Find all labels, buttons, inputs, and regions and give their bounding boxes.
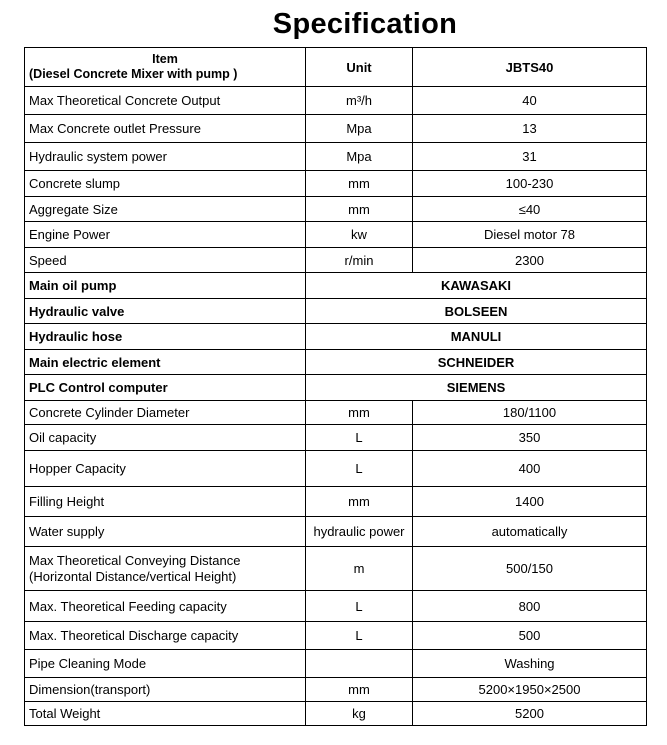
spec-value: ≤40 — [413, 197, 647, 222]
table-row — [25, 143, 647, 171]
table-row — [25, 375, 647, 401]
spec-unit: Mpa — [306, 115, 413, 143]
spec-value: MANULI — [306, 324, 647, 350]
spec-item: Max. Theoretical Discharge capacity — [25, 622, 306, 650]
spec-item: Dimension(transport) — [25, 678, 306, 702]
spec-unit: L — [306, 425, 413, 451]
spec-item: Max. Theoretical Feeding capacity — [25, 591, 306, 622]
table-row — [25, 702, 647, 726]
table-row — [25, 299, 647, 324]
spec-item: Pipe Cleaning Mode — [25, 650, 306, 678]
spec-item: Filling Height — [25, 487, 306, 517]
spec-item: PLC Control computer — [25, 375, 306, 401]
spec-value: KAWASAKI — [306, 273, 647, 299]
page-title: Specification — [272, 8, 458, 40]
table-row — [25, 547, 647, 591]
spec-value: automatically — [413, 517, 647, 547]
table-row — [25, 401, 647, 425]
spec-value: 5200×1950×2500 — [413, 678, 647, 702]
spec-unit: L — [306, 622, 413, 650]
spec-item: Aggregate Size — [25, 197, 306, 222]
spec-value: BOLSEEN — [306, 299, 647, 324]
spec-item: Hydraulic system power — [25, 143, 306, 171]
table-row — [25, 650, 647, 678]
spec-unit: L — [306, 451, 413, 487]
spec-unit — [306, 650, 413, 678]
spec-unit: mm — [306, 171, 413, 197]
spec-value: 13 — [413, 115, 647, 143]
spec-unit: mm — [306, 401, 413, 425]
unit-column-header: Unit — [306, 48, 413, 87]
spec-item-line: (Horizontal Distance/vertical Height) — [29, 568, 237, 584]
spec-item — [25, 547, 306, 591]
spec-value: Diesel motor 78 — [413, 222, 647, 248]
table-row — [25, 622, 647, 650]
spec-unit: kw — [306, 222, 413, 248]
item-header-subtitle: (Diesel Concrete Mixer with pump ) — [29, 67, 238, 81]
spec-value: Washing — [413, 650, 647, 678]
table-row — [25, 591, 647, 622]
spec-item: Concrete Cylinder Diameter — [25, 401, 306, 425]
spec-value: 5200 — [413, 702, 647, 726]
spec-value: 100-230 — [413, 171, 647, 197]
spec-value: 350 — [413, 425, 647, 451]
spec-unit: hydraulic power — [306, 517, 413, 547]
table-row — [25, 517, 647, 547]
spec-unit: m — [306, 547, 413, 591]
model-column-header: JBTS40 — [413, 48, 647, 87]
spec-value: 40 — [413, 87, 647, 115]
spec-item: Max Theoretical Concrete Output — [25, 87, 306, 115]
spec-item: Water supply — [25, 517, 306, 547]
spec-value: 500 — [413, 622, 647, 650]
spec-value: SIEMENS — [306, 375, 647, 401]
spec-item: Engine Power — [25, 222, 306, 248]
specification-table — [24, 47, 647, 726]
item-column-header — [25, 48, 306, 87]
spec-item: Max Concrete outlet Pressure — [25, 115, 306, 143]
table-row — [25, 197, 647, 222]
spec-value: 180/1100 — [413, 401, 647, 425]
spec-item: Hopper Capacity — [25, 451, 306, 487]
table-row — [25, 324, 647, 350]
item-header-label: Item — [152, 52, 178, 66]
spec-unit: mm — [306, 678, 413, 702]
spec-value: 500/150 — [413, 547, 647, 591]
spec-unit: mm — [306, 487, 413, 517]
spec-unit: m³/h — [306, 87, 413, 115]
table-row — [25, 487, 647, 517]
spec-value: 800 — [413, 591, 647, 622]
table-header-row — [25, 48, 647, 87]
table-row — [25, 171, 647, 197]
spec-item: Oil capacity — [25, 425, 306, 451]
table-row — [25, 273, 647, 299]
spec-item: Hydraulic valve — [25, 299, 306, 324]
table-row — [25, 678, 647, 702]
spec-value: SCHNEIDER — [306, 350, 647, 375]
table-row — [25, 350, 647, 375]
spec-item: Speed — [25, 248, 306, 273]
spec-item: Main oil pump — [25, 273, 306, 299]
spec-item: Hydraulic hose — [25, 324, 306, 350]
spec-unit: L — [306, 591, 413, 622]
spec-unit: mm — [306, 197, 413, 222]
table-row — [25, 451, 647, 487]
spec-value: 31 — [413, 143, 647, 171]
table-row — [25, 248, 647, 273]
spec-value: 400 — [413, 451, 647, 487]
table-row — [25, 425, 647, 451]
table-row — [25, 87, 647, 115]
spec-item-line: Max Theoretical Conveying Distance — [29, 552, 241, 568]
spec-unit: r/min — [306, 248, 413, 273]
spec-item: Concrete slump — [25, 171, 306, 197]
table-row — [25, 115, 647, 143]
spec-value: 1400 — [413, 487, 647, 517]
spec-value: 2300 — [413, 248, 647, 273]
table-row — [25, 222, 647, 248]
spec-unit: kg — [306, 702, 413, 726]
spec-item: Main electric element — [25, 350, 306, 375]
spec-unit: Mpa — [306, 143, 413, 171]
spec-item: Total Weight — [25, 702, 306, 726]
